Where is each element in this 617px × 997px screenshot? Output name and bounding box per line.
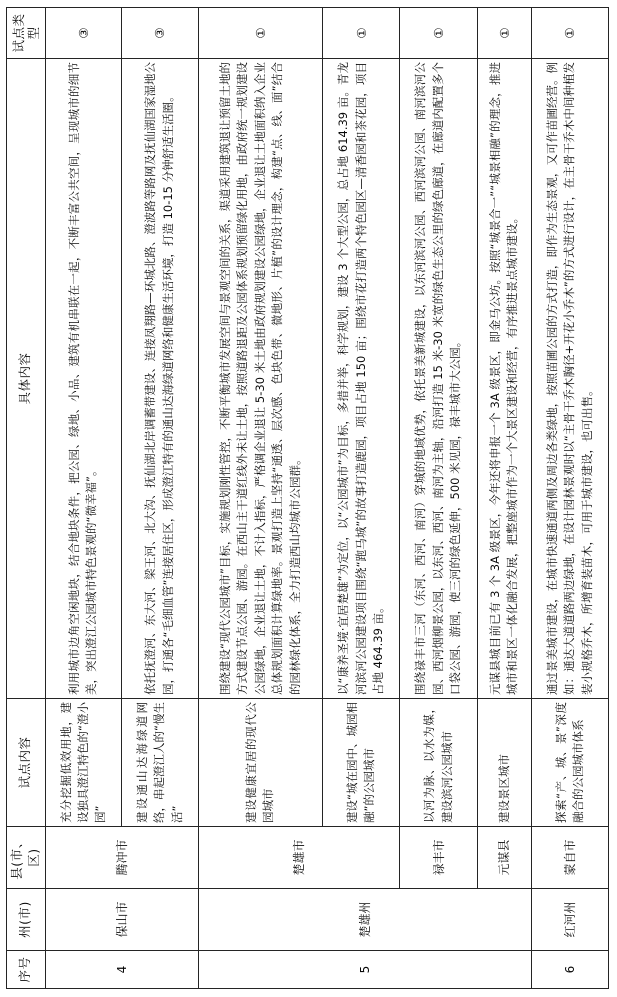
cell-detail: 元谋县城目前已有 3 个 3A 级景区，今年还将申报一个 3A 级景区，即金马公坊。按照“城景合一”“城景相融”的理念，推进城市和景区一体化融合发展，把整座城市作为一个大景区建设和经营，有序推进景点城市建设。 (477, 59, 531, 699)
cell-prefecture: 楚雄州 (198, 889, 531, 951)
cell-type: ① (323, 8, 400, 59)
cell-prefecture: 红河州 (531, 889, 608, 951)
header-prefecture: 州(市) (7, 889, 46, 951)
cell-type: ③ (122, 8, 198, 59)
cell-item: 探索“产、城、景”深度融合的公园城市体系 (531, 699, 608, 827)
table-row (531, 8, 608, 989)
cell-type: ① (198, 8, 322, 59)
table-row (477, 8, 531, 989)
cell-detail: 围绕禄丰市三河（东河、西河、南河）穿城的地域优势，依托景美新城建设，以东河滨河公园、西河滨河公园、南河滨河公园、西河烟柳景公园，以东河、西河、南河为主轴，沿河打造 15 米-30 米宽的绿色生态公里的绿色廊道，在廊道内配置多个口袋公园、游园，使三河的绿色延伸，500 米见园，禄丰城市大公园。 (400, 59, 477, 699)
header-item: 试点内容 (7, 699, 46, 827)
cell-detail: 利用城市边角空闲地块，结合地块条件，把公园、绿地、小品、建筑有机串联在一起，不断丰富公共空间，呈现城市的细节美，突出澄江公园城市特色景观的“微幸福”。 (45, 59, 121, 699)
table-row (45, 8, 121, 989)
document-sheet (6, 8, 609, 989)
cell-type: ① (531, 8, 608, 59)
cell-county: 元谋县 (477, 827, 531, 889)
cell-item: 以河为脉、以水为媒，建设滨河公园城市 (400, 699, 477, 827)
cell-item: 建设景区城市 (477, 699, 531, 827)
table-header-row (7, 8, 46, 989)
cell-type: ① (477, 8, 531, 59)
cell-seq: 5 (198, 951, 531, 989)
header-county: 县(市、区) (7, 827, 46, 889)
cell-type: ③ (45, 8, 121, 59)
cell-detail: 通过景美城市建设，在城市快速通道两侧及周边各类绿地，按照苗圃公园的方式打造，即作为生态景观，又可作苗圃经营。例如：通达大道道路两边绿地，在设计园林景观时以“主骨干乔木胸径+开花小乔木”的方式进行设计，在主骨干乔木中间种植发装小规格乔木，所增育装苗木，可用于城市建设，也可出售。 (531, 59, 608, 699)
table-row (400, 8, 477, 989)
cell-prefecture: 保山市 (45, 889, 198, 951)
cell-seq: 6 (531, 951, 608, 989)
cell-county: 禄丰市 (400, 827, 477, 889)
cell-seq: 4 (45, 951, 198, 989)
cell-item: 建设“城在园中、城园相融”的公园城市 (323, 699, 400, 827)
cell-detail: 依托抚澄河、东大河、梁王河、北大沟、抚仙湖北岸调蓄带建设、连接凤翔路—环城北路、澄波路等路网及抚仙湖国家湿地公园，打通各“毛细血管”连接居住区，形成澄江特有的通山达海绿道网络和健康生活环境，打造 10-15 分钟舒适生活圈。 (122, 59, 198, 699)
cell-county: 蒙自市 (531, 827, 608, 889)
cell-type: ① (400, 8, 477, 59)
pilot-program-table (6, 7, 609, 989)
cell-detail: 围绕建设“现代公园城市”目标，实施规划刚性管控，不断平衡城市发展空间与景观空间的关系，渠道采用建筑退让预留土地的方式建设节点公园、游园。在西山主干道红线外未让土地，按照道路退距及公园体系规划预留绿化用地，由政府统一规划建设公园绿地，企业退让土地，不计入指标，严格调企业退让 5-30 米土地由政府规划建设公园绿地，企业退让土地面积纳入企业总体规划面积计算绿地率。景观打造上坚持“通透、层次感、色块色带、微地形、片植”的设计理念，构建“点、线、面”结合的园林绿化体系，全力打造西山均城市公园群。 (198, 59, 322, 699)
cell-item: 建设通山达海绿道网络，串起澄江人的“慢生活” (122, 699, 198, 827)
cell-detail: 以“康养圣境·宜居楚雄”为定位，以“公园城市”为目标，多措并举，科学规划，建设 3 个大型公园，总占地 614.39 亩。青龙河滨河公园建设项目围绕“跑马城”的故事打造鹿园，项目占地 150 亩；围绕市花打造两个特色园区—清香园和茶花园，项目占地 464.39 亩。 (323, 59, 400, 699)
header-type: 试点类型 (7, 8, 46, 59)
cell-county: 楚雄市 (198, 827, 400, 889)
cell-item: 建设健康宜居的现代公园城市 (198, 699, 322, 827)
cell-item: 充分挖掘低效用地，建设独具澄江特色的“澄小园” (45, 699, 121, 827)
table-row (198, 8, 322, 989)
cell-county: 腾冲市 (45, 827, 198, 889)
header-detail: 具体内容 (7, 59, 46, 699)
header-seq: 序号 (7, 951, 46, 989)
